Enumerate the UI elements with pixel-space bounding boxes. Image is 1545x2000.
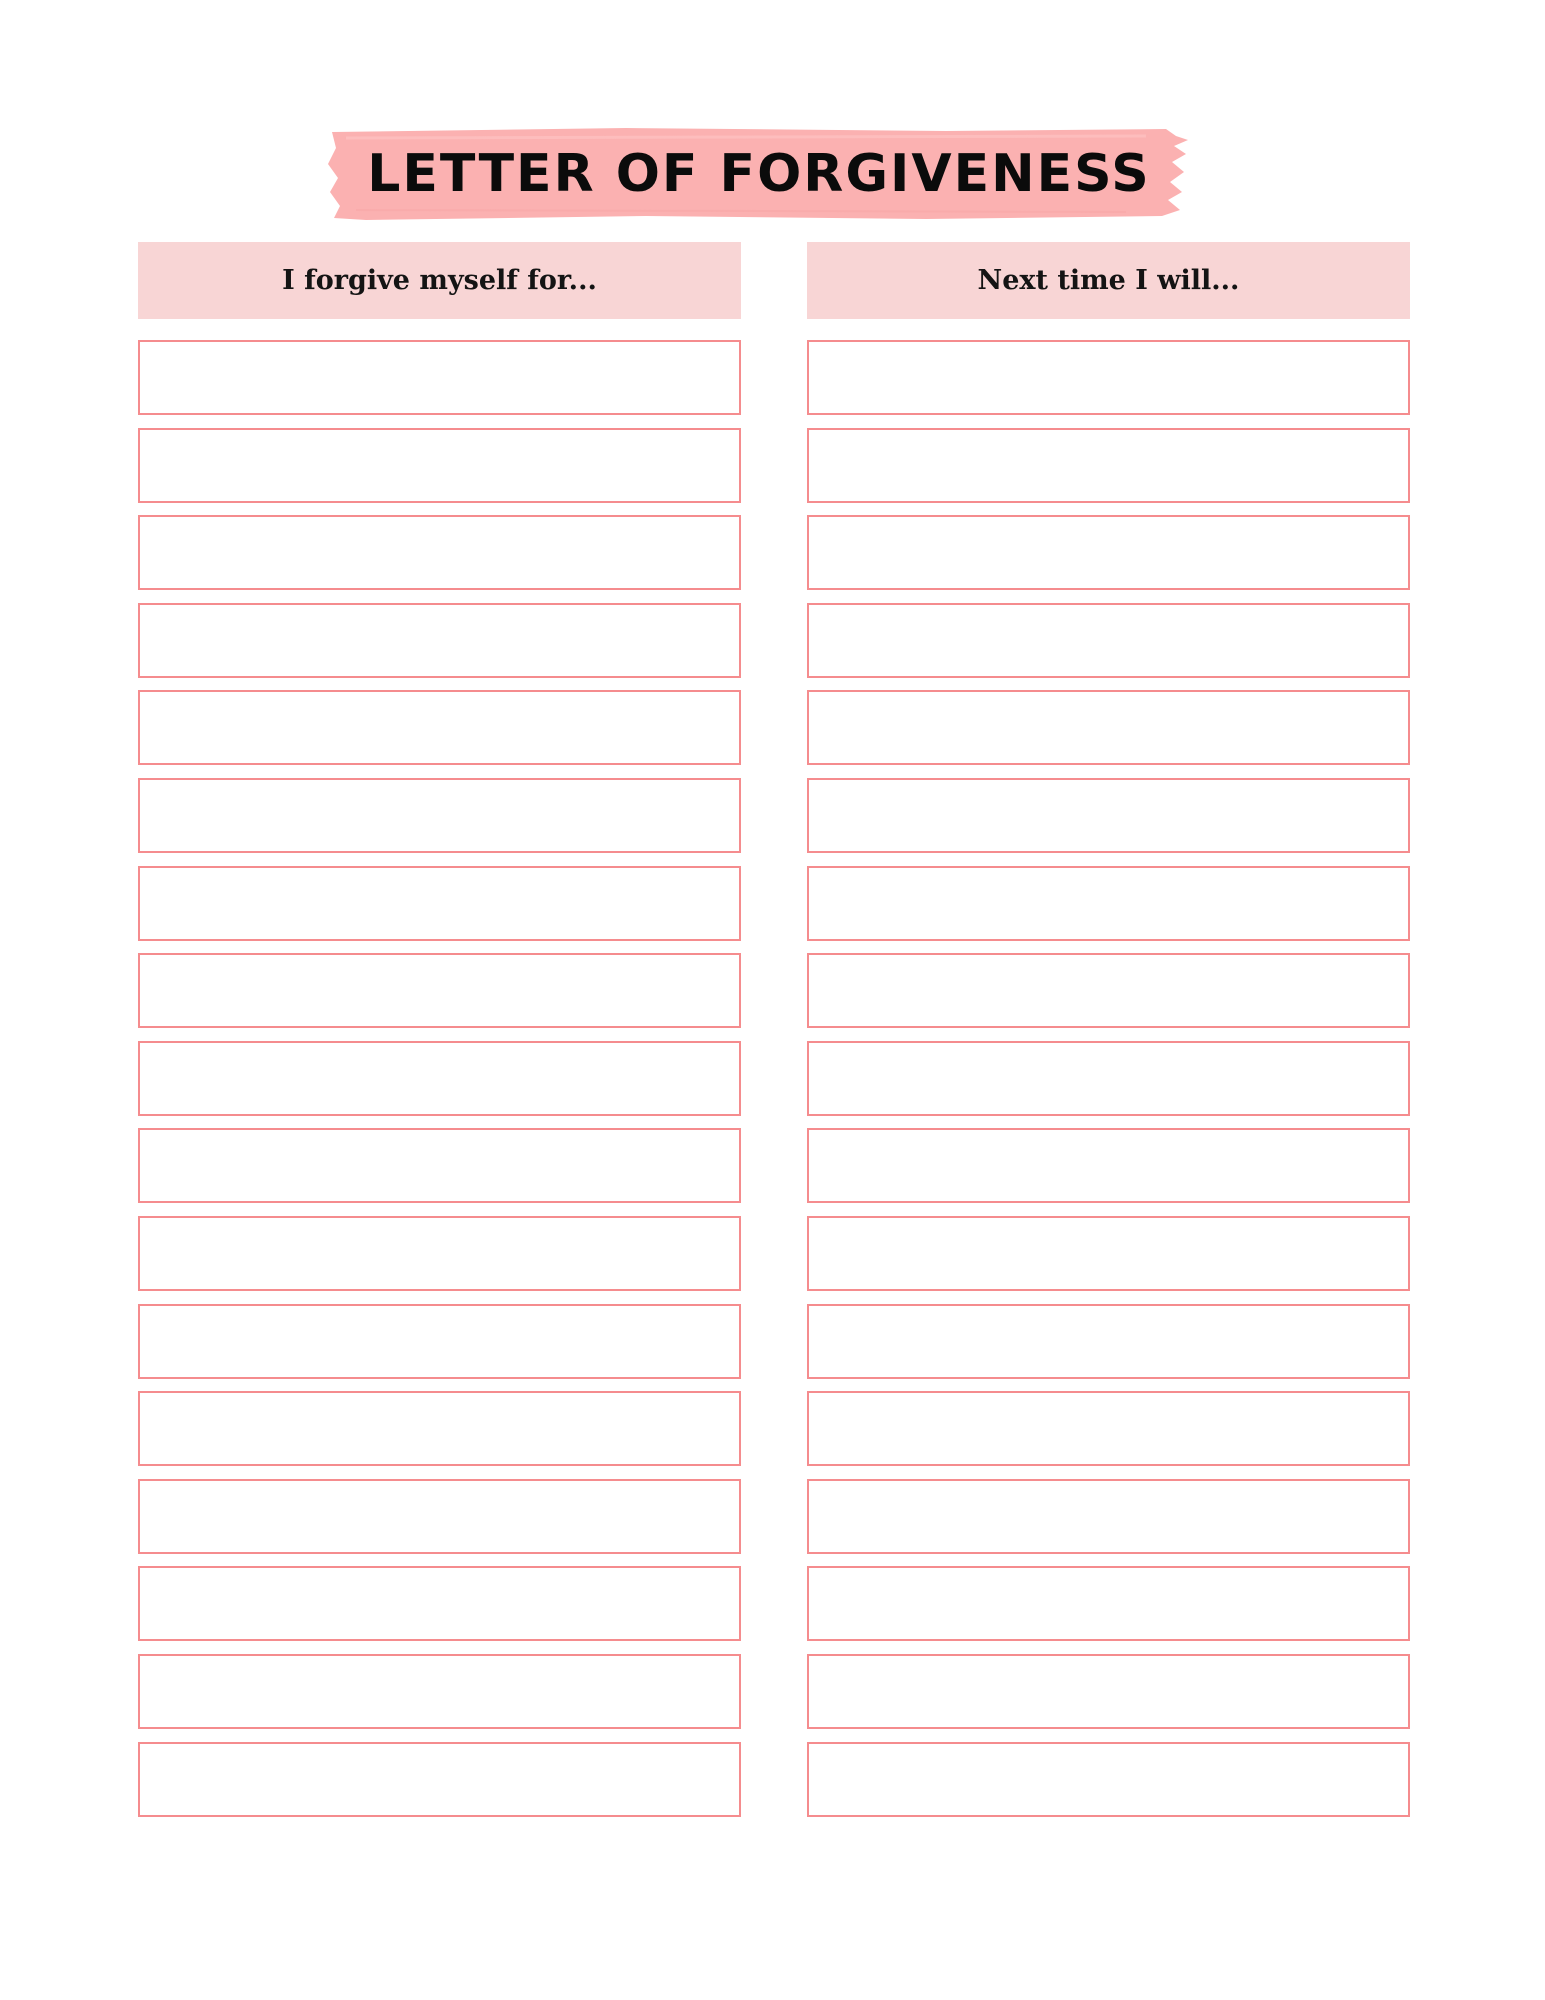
entry-box[interactable]: [138, 428, 741, 503]
entry-box[interactable]: [138, 1041, 741, 1116]
entry-box[interactable]: [807, 1654, 1410, 1729]
page-title: LETTER OF FORGIVENESS: [367, 144, 1151, 204]
entry-box[interactable]: [138, 340, 741, 415]
next-time-entry-list: [807, 340, 1410, 1817]
next-time-column: [807, 242, 1410, 1829]
entry-box[interactable]: [138, 515, 741, 590]
entry-box[interactable]: [807, 1041, 1410, 1116]
entry-box[interactable]: [807, 1128, 1410, 1203]
entry-box[interactable]: [138, 1304, 741, 1379]
entry-box[interactable]: [138, 603, 741, 678]
entry-box[interactable]: [807, 1216, 1410, 1291]
entry-box[interactable]: [807, 1566, 1410, 1641]
entry-box[interactable]: [807, 953, 1410, 1028]
entry-box[interactable]: [138, 1216, 741, 1291]
entry-box[interactable]: [807, 1391, 1410, 1466]
forgive-entry-list: [138, 340, 741, 1817]
forgive-column: [138, 242, 741, 1829]
entry-box[interactable]: [807, 690, 1410, 765]
title-banner: [326, 126, 1192, 222]
entry-box[interactable]: [807, 340, 1410, 415]
entry-box[interactable]: [807, 515, 1410, 590]
entry-box[interactable]: [138, 866, 741, 941]
entry-box[interactable]: [138, 1391, 741, 1466]
column-header-forgive: I forgive myself for...: [138, 242, 741, 319]
entry-box[interactable]: [138, 1566, 741, 1641]
entry-box[interactable]: [807, 866, 1410, 941]
entry-box[interactable]: [807, 778, 1410, 853]
entry-box[interactable]: [138, 1128, 741, 1203]
entry-box[interactable]: [807, 428, 1410, 503]
entry-box[interactable]: [138, 1654, 741, 1729]
entry-box[interactable]: [807, 1742, 1410, 1817]
entry-box[interactable]: [807, 1304, 1410, 1379]
entry-box[interactable]: [807, 603, 1410, 678]
entry-box[interactable]: [138, 778, 741, 853]
entry-box[interactable]: [138, 953, 741, 1028]
entry-box[interactable]: [138, 1479, 741, 1554]
column-header-next-time: Next time I will...: [807, 242, 1410, 319]
entry-box[interactable]: [807, 1479, 1410, 1554]
entry-box[interactable]: [138, 690, 741, 765]
entry-box[interactable]: [138, 1742, 741, 1817]
